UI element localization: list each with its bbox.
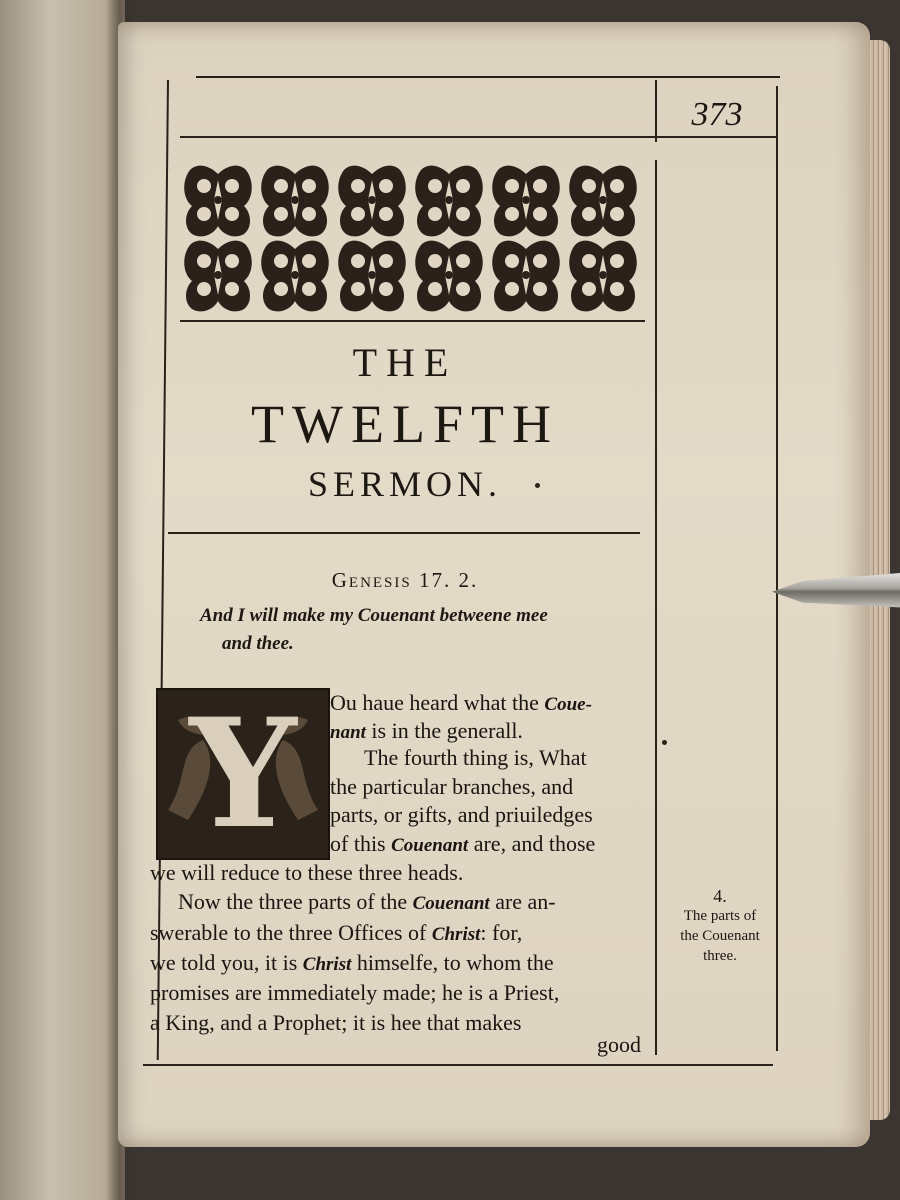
header-rule [180,136,778,138]
decorated-initial [156,688,330,860]
folio-divider [655,80,657,142]
margin-note-number: 4. [713,886,727,906]
margin-note-line-2: the Couenant [680,928,760,944]
body-line-6: of this Couenant are, and those [330,831,596,856]
ornament-bottom-rule [180,320,645,322]
body-line-5: parts, or gifts, and priuiledges [330,802,593,827]
bottom-rule [143,1064,773,1066]
title-line-twelfth: TWELFTH [251,394,559,454]
sermon-title [170,338,640,506]
verse-line-2: and thee. [222,633,294,654]
body-line-1: Ou haue heard what the Coue- [330,690,592,715]
body-line-12: a King, and a Prophet; it is hee that makes [150,1010,522,1035]
body-line-10: we told you, it is Christ himselfe, to whom the [150,950,554,975]
verse-line-1: And I will make my Couenant betweene mee [200,605,548,626]
title-line-sermon: SERMON. [307,464,503,504]
margin-note-line-1: The parts of [683,908,757,924]
margin-note [655,886,785,966]
body-line-4: the particular branches, and [330,774,574,799]
woodcut-ornament-band [180,162,642,312]
page-number: 373 [691,96,743,133]
body-line-7: we will reduce to these three heads. [150,860,464,885]
title-bottom-rule [168,532,640,534]
title-line-the: THE [352,340,458,385]
body-line-8: Now the three parts of the Couenant are an- [178,889,556,914]
body-line-2: nant is in the generall. [330,718,523,743]
ink-spot [535,483,540,488]
ink-spot [662,740,667,745]
scripture-verse [200,602,640,658]
top-rule [196,76,780,78]
initial-letter: Y [189,686,297,862]
catchword: good [597,1032,641,1057]
margin-note-line-3: three. [703,948,737,964]
body-line-3: The fourth thing is, What [364,745,587,770]
scripture-reference: Genesis 17. 2. [331,568,479,592]
body-line-9: swerable to the three Offices of Christ: for, [150,920,523,945]
body-line-11: promises are immediately made; he is a Priest, [150,980,560,1005]
